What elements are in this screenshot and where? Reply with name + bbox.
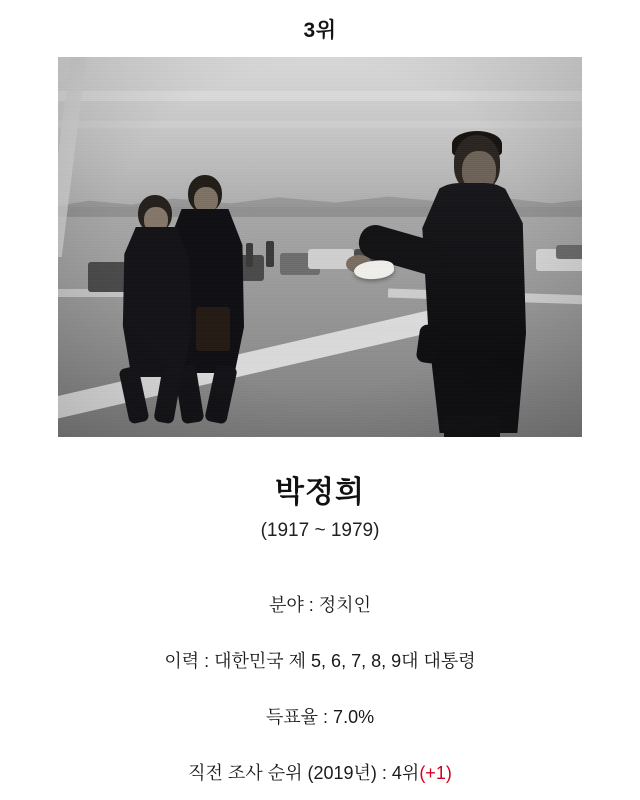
detail-career: 이력 : 대한민국 제 5, 6, 7, 8, 9대 대통령: [164, 651, 476, 672]
detail-previous-rank: [0, 760, 640, 786]
rank-change-badge: (+1): [419, 763, 452, 784]
photo-sky-band: [58, 91, 582, 101]
person-name: 박정희: [275, 476, 365, 509]
person-details: [0, 592, 640, 786]
photo-figure-legs: [444, 415, 500, 437]
detail-field: 분야 : 정치인: [269, 595, 371, 615]
photo-figure-coat: [418, 183, 526, 433]
detail-vote-share: 득표율 : 7.0%: [265, 707, 375, 728]
photo-figure-main-right: [410, 129, 530, 437]
photo-bystander: [266, 241, 274, 267]
photo-sky-band: [58, 121, 582, 128]
previous-rank-text: 직전 조사 순위 (2019년) : 4위: [188, 763, 420, 784]
person-lifespan: (1917 ~ 1979): [260, 520, 380, 541]
photo-figure-foreground-left: [118, 195, 200, 423]
person-photo: [58, 57, 582, 437]
photo-figure-coat: [120, 227, 192, 377]
photo-vehicle: [556, 245, 582, 259]
rank-title: 3위: [303, 19, 337, 42]
photo-briefcase: [196, 307, 230, 351]
